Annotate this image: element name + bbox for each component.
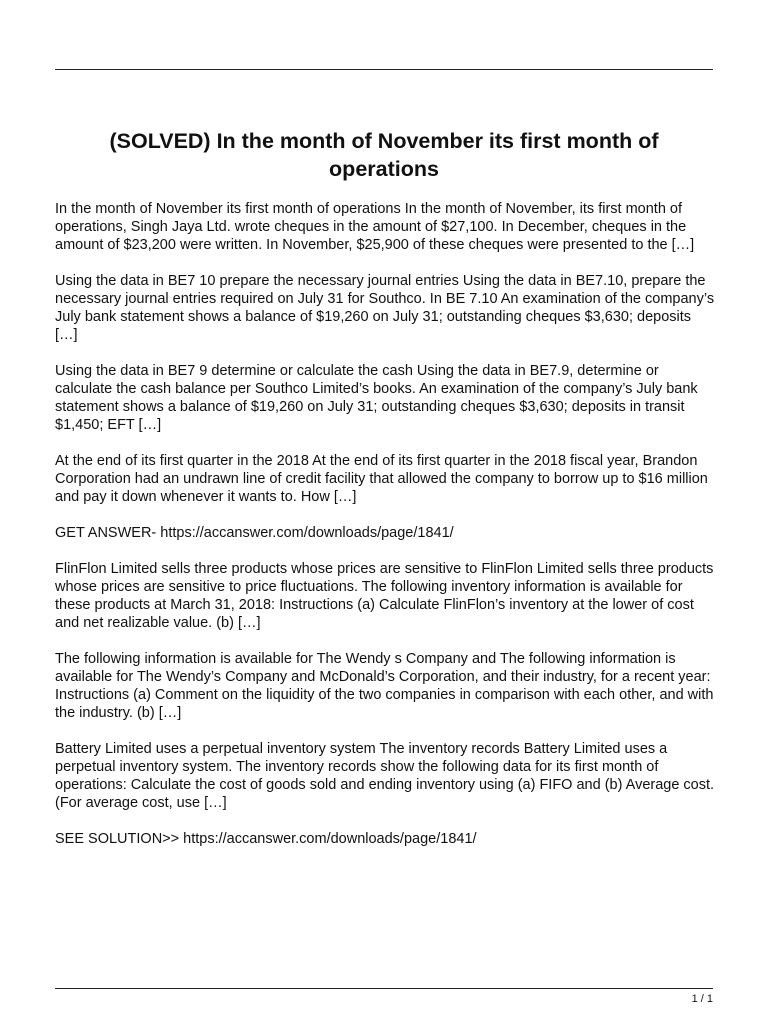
footer-rule <box>55 988 713 989</box>
paragraph-wendys-mcdonalds: The following information is available for The Wendy s Company and The following information is available for The Wendy’s Company and McDonald’s Corporation, and their industry, for a recent year: Instructions (a) Comment on the liquidity of the two companies in comparison with each other, and with the industry. (b) […] <box>55 651 714 721</box>
header-rule <box>55 69 713 70</box>
paragraph-flinflon: FlinFlon Limited sells three products whose prices are sensitive to FlinFlon Limited sells three products whose prices are sensitive to price fluctuations. The following inventory information is available for these products at March 31, 2018: Instructions (a) Calculate FlinFlon’s inventory at the lower of cost and net realizable value. (b) […] <box>55 561 714 631</box>
paragraph-battery-limited: Battery Limited uses a perpetual inventory system The inventory records Battery Limited uses a perpetual inventory system. The inventory records show the following data for its first month of operations: Calculate the cost of goods sold and ending inventory using (a) FIFO and (b) Average cost. (For average cost, use […] <box>55 741 715 811</box>
paragraph-cash-balance: Using the data in BE7 9 determine or calculate the cash Using the data in BE7.9, determine or calculate the cash balance per Southco Limited’s books. An examination of the company’s July bank statement shows a balance of $19,260 on July 31; outstanding cheques $3,630; deposits in transit $1,450; EFT […] <box>55 363 698 433</box>
paragraph-journal-entries: Using the data in BE7 10 prepare the necessary journal entries Using the data in BE7.10, prepare the necessary journal entries required on July 31 for Southco. In BE 7.10 An examination of the company’s July bank statement shows a balance of $19,260 on July 31; outstanding cheques $3,630; deposits […] <box>55 273 715 343</box>
see-solution-link[interactable]: SEE SOLUTION>> https://accanswer.com/downloads/page/1841/ <box>55 831 477 847</box>
paragraph-brandon-corporation: At the end of its first quarter in the 2018 At the end of its first quarter in the 2018 fiscal year, Brandon Corporation had an undrawn line of credit facility that allowed the company to borrow up to $16 million and pay it down whenever it wants to. How […] <box>55 453 708 505</box>
page-number: 1 / 1 <box>691 993 713 1005</box>
get-answer-link[interactable]: GET ANSWER- https://accanswer.com/downloads/page/1841/ <box>55 525 454 541</box>
document-body <box>55 200 715 866</box>
page-title: (SOLVED) In the month of November its first month of operations <box>109 129 659 181</box>
paragraph-november-cheques: In the month of November its first month of operations In the month of November, its first month of operations, Singh Jaya Ltd. wrote cheques in the amount of $27,100. In December, cheques in the amount of $23,200 were written. In November, $25,900 of these cheques were presented to the […] <box>55 201 695 253</box>
